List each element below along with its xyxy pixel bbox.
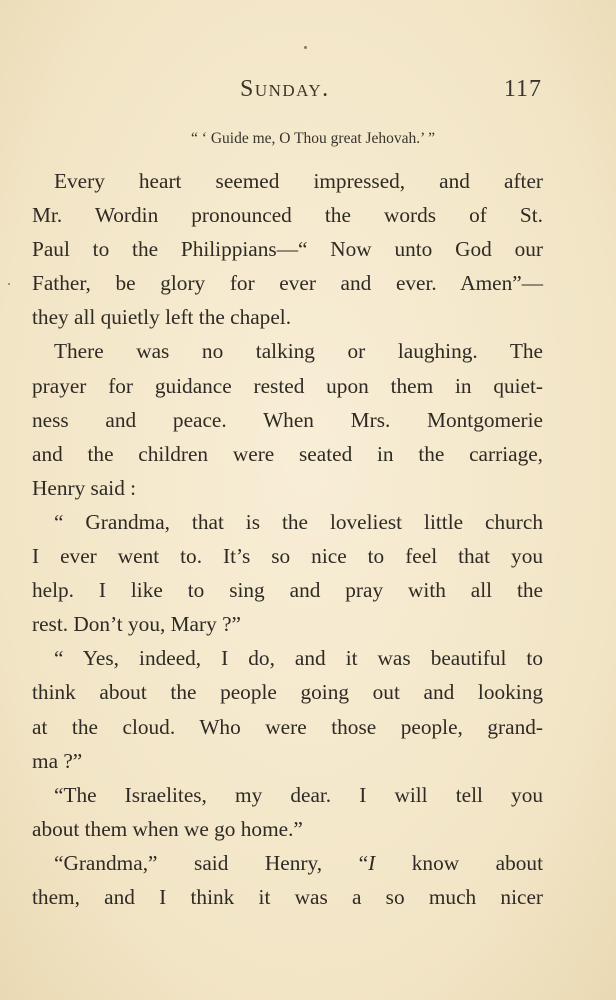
paper-speck xyxy=(8,283,10,285)
page-number: 117 xyxy=(503,76,542,102)
text-line: Father, be glory for ever and ever. Amen”— xyxy=(32,271,543,296)
text-line: at the cloud. Who were those people, grand- xyxy=(32,714,543,739)
text-line: ma ?” xyxy=(32,748,83,773)
epigraph-quote: “ ‘ Guide me, O Thou great Jehovah.’ ” xyxy=(191,130,435,147)
text-line: them, and I think it was a so much nicer xyxy=(32,884,543,909)
text-line: about them when we go home.” xyxy=(32,816,303,841)
text-line: think about the people going out and looking xyxy=(32,680,543,705)
text-line: rest. Don’t you, Mary ?” xyxy=(32,612,241,637)
text-line: ness and peace. When Mrs. Montgomerie xyxy=(32,407,543,432)
text-line: Every heart seemed impressed, and after xyxy=(54,169,543,193)
paper-speck xyxy=(304,46,307,49)
text-line: I ever went to. It’s so nice to feel that you xyxy=(32,544,543,569)
text-line: prayer for guidance rested upon them in quiet- xyxy=(32,373,543,398)
text-line: “ Grandma, that is the loveliest little church xyxy=(54,509,543,534)
body-text xyxy=(32,164,543,914)
text-line: help. I like to sing and pray with all the xyxy=(32,578,543,603)
text-line: “Grandma,” said Henry, “I know about xyxy=(54,850,543,875)
text-line: they all quietly left the chapel. xyxy=(32,305,292,330)
text-line: There was no talking or laughing. The xyxy=(54,339,543,364)
text-line: Mr. Wordin pronounced the words of St. xyxy=(32,203,543,228)
text-line: “The Israelites, my dear. I will tell you xyxy=(54,782,543,807)
text-line: Henry said : xyxy=(32,475,137,500)
page-header xyxy=(0,76,616,116)
text-line: and the children were seated in the carriage, xyxy=(32,441,543,466)
text-line: “ Yes, indeed, I do, and it was beautiful to xyxy=(54,646,543,671)
text-line: Paul to the Philippians—“ Now unto God our xyxy=(32,237,543,262)
running-head: Sunday. xyxy=(240,76,330,102)
